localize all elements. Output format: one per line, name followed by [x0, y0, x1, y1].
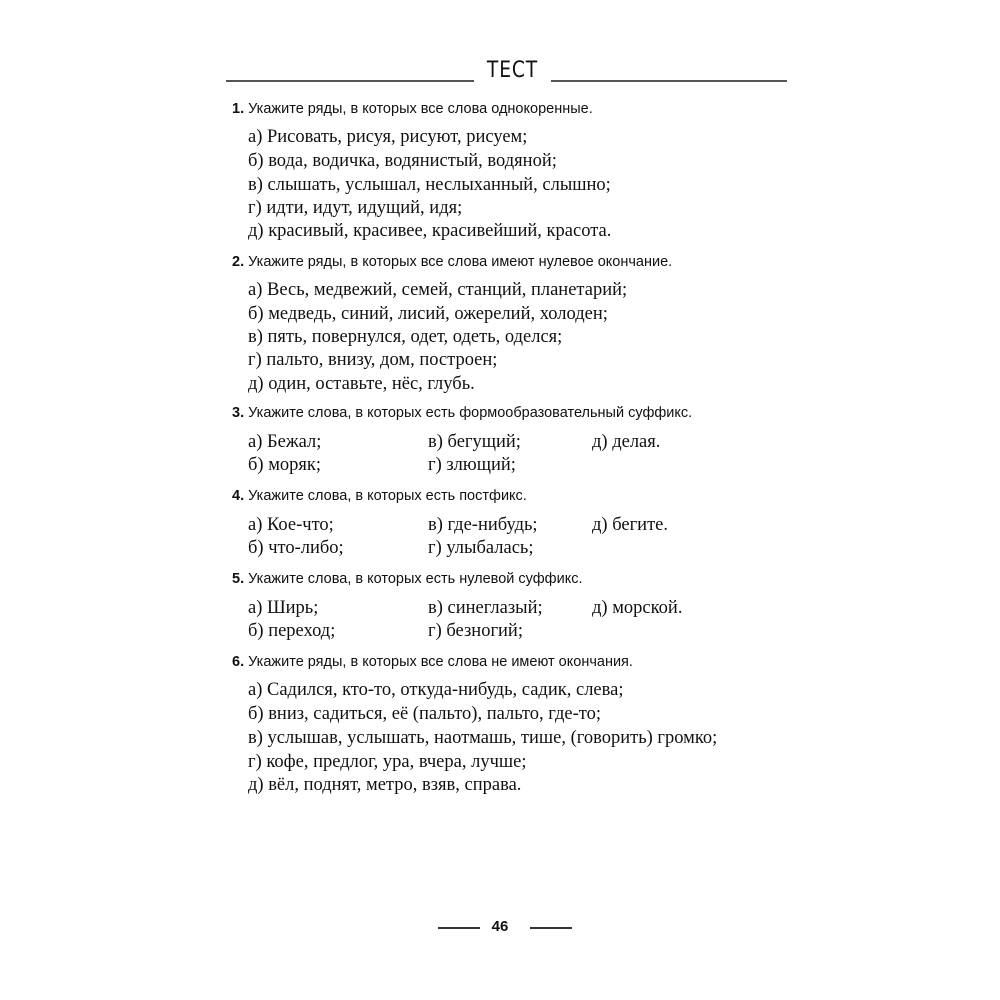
- page-header: [0, 58, 1000, 94]
- question-6: [232, 654, 633, 670]
- answer-option: а) Рисовать, рисуя, рисуют, рисуем;: [248, 127, 528, 147]
- answer-option: д) бегите.: [592, 515, 668, 535]
- question-number: 6.: [232, 654, 245, 670]
- footer-rule-left: [438, 927, 480, 929]
- answer-option: в) слышать, услышал, неслыханный, слышно;: [248, 175, 611, 195]
- page-number: 46: [491, 918, 509, 935]
- question-text: Укажите ряды, в которых все слова имеют нулевое окончание.: [248, 254, 673, 270]
- answer-option: в) услышав, услышать, наотмашь, тише, (говорить) громко;: [248, 728, 718, 748]
- question-number: 3.: [232, 405, 245, 421]
- question-text: Укажите ряды, в которых все слова однокоренные.: [248, 101, 593, 117]
- question-5: [232, 571, 583, 587]
- question-1: [232, 101, 593, 117]
- question-number: 1.: [232, 101, 245, 117]
- question-text: Укажите слова, в которых есть постфикс.: [248, 488, 527, 504]
- answer-option: д) делая.: [592, 432, 661, 452]
- question-4: [232, 488, 527, 504]
- question-2: [232, 254, 672, 270]
- answer-option: б) медведь, синий, лисий, ожерелий, холоден;: [248, 304, 608, 324]
- answer-option: д) один, оставьте, нёс, глубь.: [248, 374, 475, 394]
- header-rule-left: [226, 80, 474, 82]
- answer-option: б) переход;: [248, 621, 336, 641]
- question-text: Укажите слова, в которых есть формообразовательный суффикс.: [248, 405, 693, 421]
- answer-option: г) улыбалась;: [428, 538, 534, 558]
- answer-option: г) злющий;: [428, 455, 516, 475]
- answer-option: а) Бежал;: [248, 432, 322, 452]
- header-rule-right: [551, 80, 787, 82]
- answer-option: в) пять, повернулся, одет, одеть, оделся;: [248, 327, 563, 347]
- answer-option: д) морской.: [592, 598, 683, 618]
- question-number: 5.: [232, 571, 245, 587]
- page-title: ТЕСТ: [486, 58, 539, 83]
- answer-option: в) бегущий;: [428, 432, 521, 452]
- answer-option: д) вёл, поднят, метро, взяв, справа.: [248, 775, 522, 795]
- answer-option: а) Весь, медвежий, семей, станций, планетарий;: [248, 280, 628, 300]
- answer-option: а) Ширь;: [248, 598, 319, 618]
- answer-option: б) вниз, садиться, её (пальто), пальто, где-то;: [248, 704, 601, 724]
- answer-option: б) моряк;: [248, 455, 322, 475]
- answer-option: в) где-нибудь;: [428, 515, 538, 535]
- question-number: 4.: [232, 488, 245, 504]
- answer-option: а) Кое-что;: [248, 515, 334, 535]
- answer-option: г) идти, идут, идущий, идя;: [248, 198, 463, 218]
- answer-option: г) пальто, внизу, дом, построен;: [248, 350, 498, 370]
- question-number: 2.: [232, 254, 245, 270]
- question-3: [232, 405, 692, 421]
- answer-option: г) безногий;: [428, 621, 523, 641]
- question-text: Укажите слова, в которых есть нулевой суффикс.: [248, 571, 583, 587]
- answer-option: б) что-либо;: [248, 538, 344, 558]
- answer-option: г) кофе, предлог, ура, вчера, лучше;: [248, 752, 527, 772]
- answer-option: б) вода, водичка, водянистый, водяной;: [248, 151, 557, 171]
- question-text: Укажите ряды, в которых все слова не имеют окончания.: [248, 654, 633, 670]
- answer-option: д) красивый, красивее, красивейший, красота.: [248, 221, 612, 241]
- answer-option: в) синеглазый;: [428, 598, 543, 618]
- answer-option: а) Садился, кто-то, откуда-нибудь, садик, слева;: [248, 680, 624, 700]
- footer-rule-right: [530, 927, 572, 929]
